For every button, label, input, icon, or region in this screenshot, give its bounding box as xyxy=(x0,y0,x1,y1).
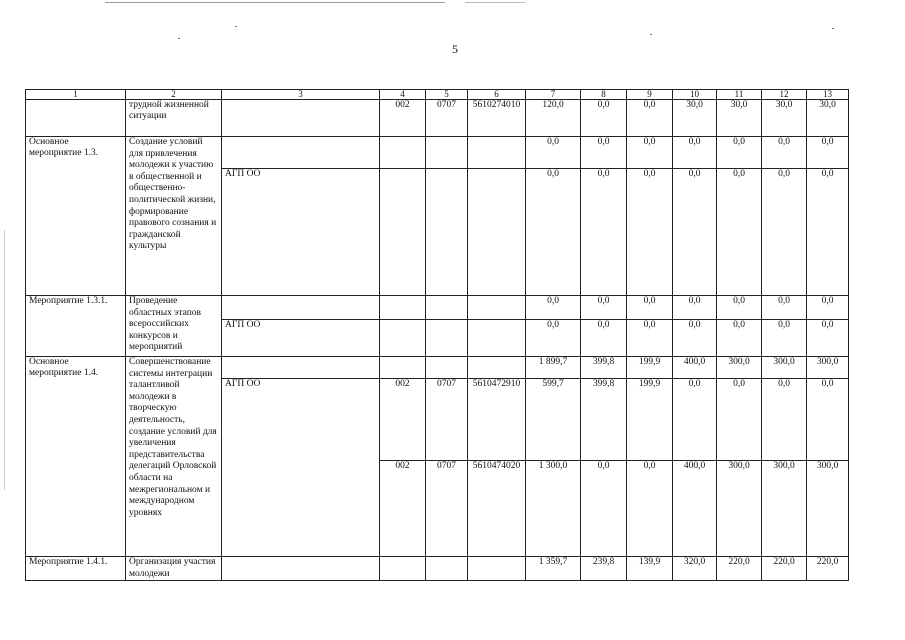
cell-value: 0,0 xyxy=(717,320,762,357)
cell-value: 0,0 xyxy=(807,137,849,169)
cell-value xyxy=(380,296,426,320)
cell-label: Основное мероприятие 1.4. xyxy=(26,357,126,557)
cell-value: 30,0 xyxy=(717,100,762,137)
cell-value: 400,0 xyxy=(673,461,717,557)
top-rule-short xyxy=(465,2,525,3)
cell-description: Проведение областных этапов всероссийских конкурсов и мероприятий xyxy=(126,296,222,357)
cell-value: 0,0 xyxy=(526,296,581,320)
cell-value xyxy=(468,557,526,581)
cell-description: Организация участия молодежи xyxy=(126,557,222,581)
cell-value: 300,0 xyxy=(717,461,762,557)
cell-executor: АГП ОО xyxy=(222,169,380,296)
scan-speck xyxy=(178,38,180,39)
col-header: 2 xyxy=(126,90,222,100)
cell-value: 0,0 xyxy=(762,169,807,296)
cell-value: 0,0 xyxy=(762,296,807,320)
cell-value: 300,0 xyxy=(807,461,849,557)
cell-value: 199,9 xyxy=(627,357,673,379)
cell-value xyxy=(426,137,468,169)
scan-speck xyxy=(650,34,652,35)
cell-label xyxy=(26,100,126,137)
cell-value: 0,0 xyxy=(717,296,762,320)
col-header: 12 xyxy=(762,90,807,100)
scan-speck xyxy=(832,28,834,29)
cell-label: Основное мероприятие 1.3. xyxy=(26,137,126,296)
cell-value: 0,0 xyxy=(673,379,717,461)
table-row xyxy=(26,357,849,379)
cell-value: 0,0 xyxy=(581,137,627,169)
cell-value: 0,0 xyxy=(526,169,581,296)
col-header: 7 xyxy=(526,90,581,100)
cell-value xyxy=(426,296,468,320)
cell-value: 0,0 xyxy=(581,169,627,296)
scan-speck xyxy=(235,26,237,27)
cell-value: 0,0 xyxy=(627,169,673,296)
cell-value: 0,0 xyxy=(762,320,807,357)
cell-value: 399,8 xyxy=(581,357,627,379)
cell-value: 300,0 xyxy=(807,357,849,379)
cell-value: 400,0 xyxy=(673,357,717,379)
cell-value: 0,0 xyxy=(717,169,762,296)
cell-value: 139,9 xyxy=(627,557,673,581)
cell-value: 0,0 xyxy=(526,320,581,357)
cell-value xyxy=(468,357,526,379)
col-header: 5 xyxy=(426,90,468,100)
cell-value: 30,0 xyxy=(807,100,849,137)
cell-value xyxy=(426,320,468,357)
cell-value: 30,0 xyxy=(762,100,807,137)
cell-executor xyxy=(222,137,380,169)
cell-label: Мероприятие 1.3.1. xyxy=(26,296,126,357)
col-header: 10 xyxy=(673,90,717,100)
cell-value: 0,0 xyxy=(627,100,673,137)
cell-executor xyxy=(222,557,380,581)
cell-value xyxy=(380,557,426,581)
cell-value: 0,0 xyxy=(581,296,627,320)
cell-value: 0,0 xyxy=(627,296,673,320)
cell-value xyxy=(426,169,468,296)
cell-value: 5610474020 xyxy=(468,461,526,557)
cell-value: 1 300,0 xyxy=(526,461,581,557)
cell-value: 0,0 xyxy=(807,169,849,296)
header-row xyxy=(26,90,849,100)
cell-description: Совершенствование системы интеграции талантливой молодежи в творческую деятельность, создание условий для увеличения представительства делегаций Орловской области на межрегиональном и международном уровнях xyxy=(126,357,222,557)
cell-value xyxy=(468,296,526,320)
cell-value: 220,0 xyxy=(717,557,762,581)
table-row xyxy=(26,100,849,137)
cell-value: 0,0 xyxy=(762,137,807,169)
cell-value xyxy=(468,169,526,296)
cell-value: 0,0 xyxy=(627,137,673,169)
cell-value xyxy=(380,320,426,357)
cell-value: 0,0 xyxy=(807,320,849,357)
cell-value xyxy=(380,357,426,379)
cell-value xyxy=(380,137,426,169)
cell-value: 002 xyxy=(380,379,426,461)
cell-value: 0,0 xyxy=(673,320,717,357)
cell-value: 0,0 xyxy=(581,461,627,557)
table-row xyxy=(26,557,849,581)
cell-value: 0,0 xyxy=(762,379,807,461)
cell-value: 300,0 xyxy=(762,461,807,557)
cell-executor: АГП ОО xyxy=(222,379,380,557)
cell-value: 0,0 xyxy=(807,379,849,461)
col-header: 1 xyxy=(26,90,126,100)
cell-executor xyxy=(222,296,380,320)
top-rule xyxy=(105,2,445,3)
col-header: 11 xyxy=(717,90,762,100)
cell-description: Создание условий для привлечения молодежи к участию в общественной и общественно-политической жизни, формирование правового сознания и гражданской культуры xyxy=(126,137,222,296)
col-header: 13 xyxy=(807,90,849,100)
cell-value: 0,0 xyxy=(807,296,849,320)
cell-value: 002 xyxy=(380,461,426,557)
cell-value: 30,0 xyxy=(673,100,717,137)
cell-executor: АГП ОО xyxy=(222,320,380,357)
cell-value xyxy=(426,357,468,379)
left-margin-rule xyxy=(4,230,5,490)
cell-value xyxy=(468,137,526,169)
cell-value: 599,7 xyxy=(526,379,581,461)
cell-description: трудной жизненной ситуации xyxy=(126,100,222,137)
cell-value: 5610472910 xyxy=(468,379,526,461)
cell-executor xyxy=(222,100,380,137)
cell-value: 5610274010 xyxy=(468,100,526,137)
cell-value: 0707 xyxy=(426,100,468,137)
budget-table xyxy=(25,89,849,581)
cell-value: 199,9 xyxy=(627,379,673,461)
cell-value: 1 359,7 xyxy=(526,557,581,581)
cell-value: 0,0 xyxy=(673,296,717,320)
cell-label: Мероприятие 1.4.1. xyxy=(26,557,126,581)
col-header: 6 xyxy=(468,90,526,100)
page-number: 5 xyxy=(452,42,458,56)
col-header: 8 xyxy=(581,90,627,100)
cell-value: 0,0 xyxy=(673,169,717,296)
cell-value: 300,0 xyxy=(717,357,762,379)
table-row xyxy=(26,296,849,320)
cell-value: 0707 xyxy=(426,379,468,461)
cell-value: 0,0 xyxy=(627,461,673,557)
col-header: 9 xyxy=(627,90,673,100)
cell-value: 1 899,7 xyxy=(526,357,581,379)
cell-value: 002 xyxy=(380,100,426,137)
cell-value: 0,0 xyxy=(581,320,627,357)
cell-value: 0,0 xyxy=(717,379,762,461)
cell-value: 239,8 xyxy=(581,557,627,581)
cell-value xyxy=(380,169,426,296)
col-header: 4 xyxy=(380,90,426,100)
cell-value: 0,0 xyxy=(717,137,762,169)
cell-value: 0707 xyxy=(426,461,468,557)
cell-value: 0,0 xyxy=(526,137,581,169)
cell-executor xyxy=(222,357,380,379)
cell-value: 0,0 xyxy=(581,100,627,137)
cell-value xyxy=(426,557,468,581)
cell-value xyxy=(468,320,526,357)
cell-value: 300,0 xyxy=(762,357,807,379)
cell-value: 0,0 xyxy=(673,137,717,169)
table-row xyxy=(26,137,849,169)
cell-value: 220,0 xyxy=(762,557,807,581)
cell-value: 0,0 xyxy=(627,320,673,357)
cell-value: 399,8 xyxy=(581,379,627,461)
col-header: 3 xyxy=(222,90,380,100)
cell-value: 220,0 xyxy=(807,557,849,581)
cell-value: 120,0 xyxy=(526,100,581,137)
cell-value: 320,0 xyxy=(673,557,717,581)
